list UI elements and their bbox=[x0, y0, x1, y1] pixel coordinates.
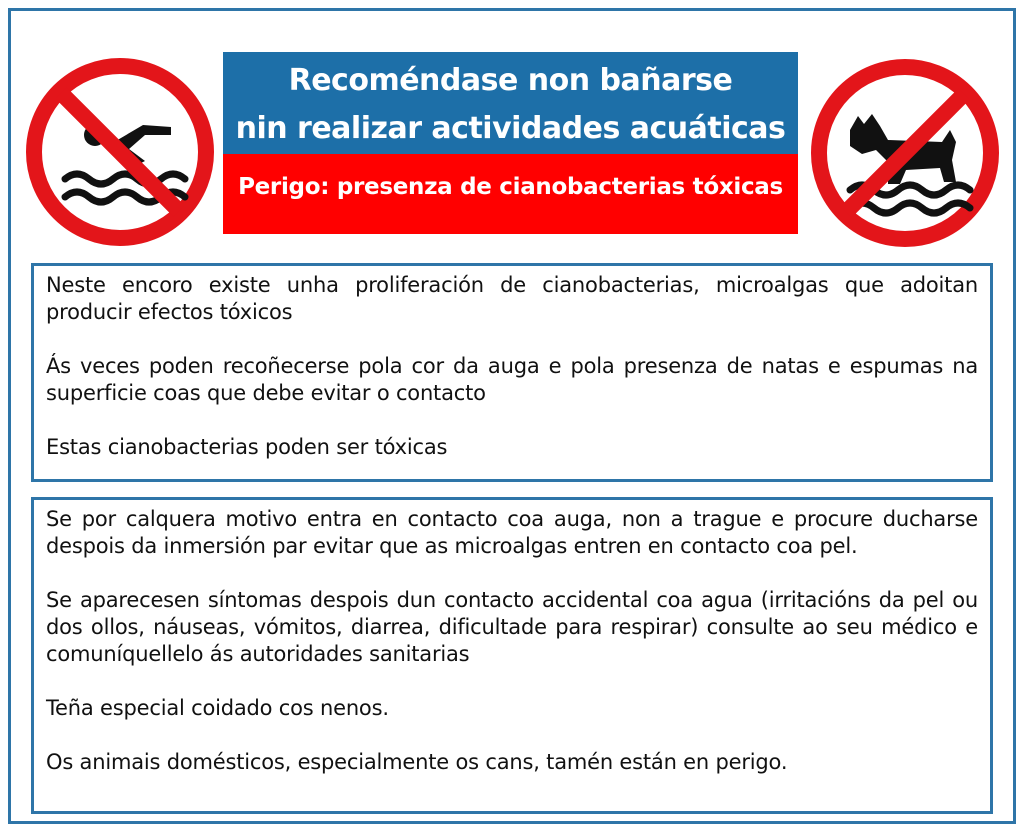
banner-title-line2: nin realizar actividades acuáticas bbox=[235, 111, 786, 146]
banner-title-line1: Recoméndase non bañarse bbox=[288, 63, 733, 98]
advice-box bbox=[31, 497, 993, 814]
advice-paragraph: Se aparecesen síntomas despois dun contacto accidental coa agua (irritacións da pel ou dos ollos, náuseas, vómitos, diarrea, dificultade para respirar) consulte ao seu médico e comuníquellelo ás autoridades sanitarias bbox=[46, 588, 978, 666]
no-swimming-icon bbox=[25, 57, 215, 247]
info-paragraph: Neste encoro existe unha proliferación de cianobacterias, microalgas que adoitan producir efectos tóxicos bbox=[46, 273, 978, 324]
info-paragraph: Estas cianobacterias poden ser tóxicas bbox=[46, 435, 448, 459]
info-paragraph: Ás veces poden recoñecerse pola cor da auga e pola presenza de natas e espumas na superficie coas que debe evitar o contacto bbox=[46, 354, 978, 405]
banner-title bbox=[223, 52, 798, 154]
no-dogs-in-water-icon bbox=[810, 58, 1000, 248]
banner-warning: Perigo: presenza de cianobacterias tóxicas bbox=[223, 154, 798, 234]
warning-banner bbox=[223, 52, 798, 234]
info-box bbox=[31, 263, 993, 482]
advice-paragraph: Se por calquera motivo entra en contacto coa auga, non a trague e procure ducharse despois da inmersión par evitar que as microalgas entren en contacto coa pel. bbox=[46, 507, 978, 558]
advice-paragraph: Teña especial coidado cos nenos. bbox=[46, 696, 389, 720]
advice-paragraph: Os animais domésticos, especialmente os cans, tamén están en perigo. bbox=[46, 750, 788, 774]
